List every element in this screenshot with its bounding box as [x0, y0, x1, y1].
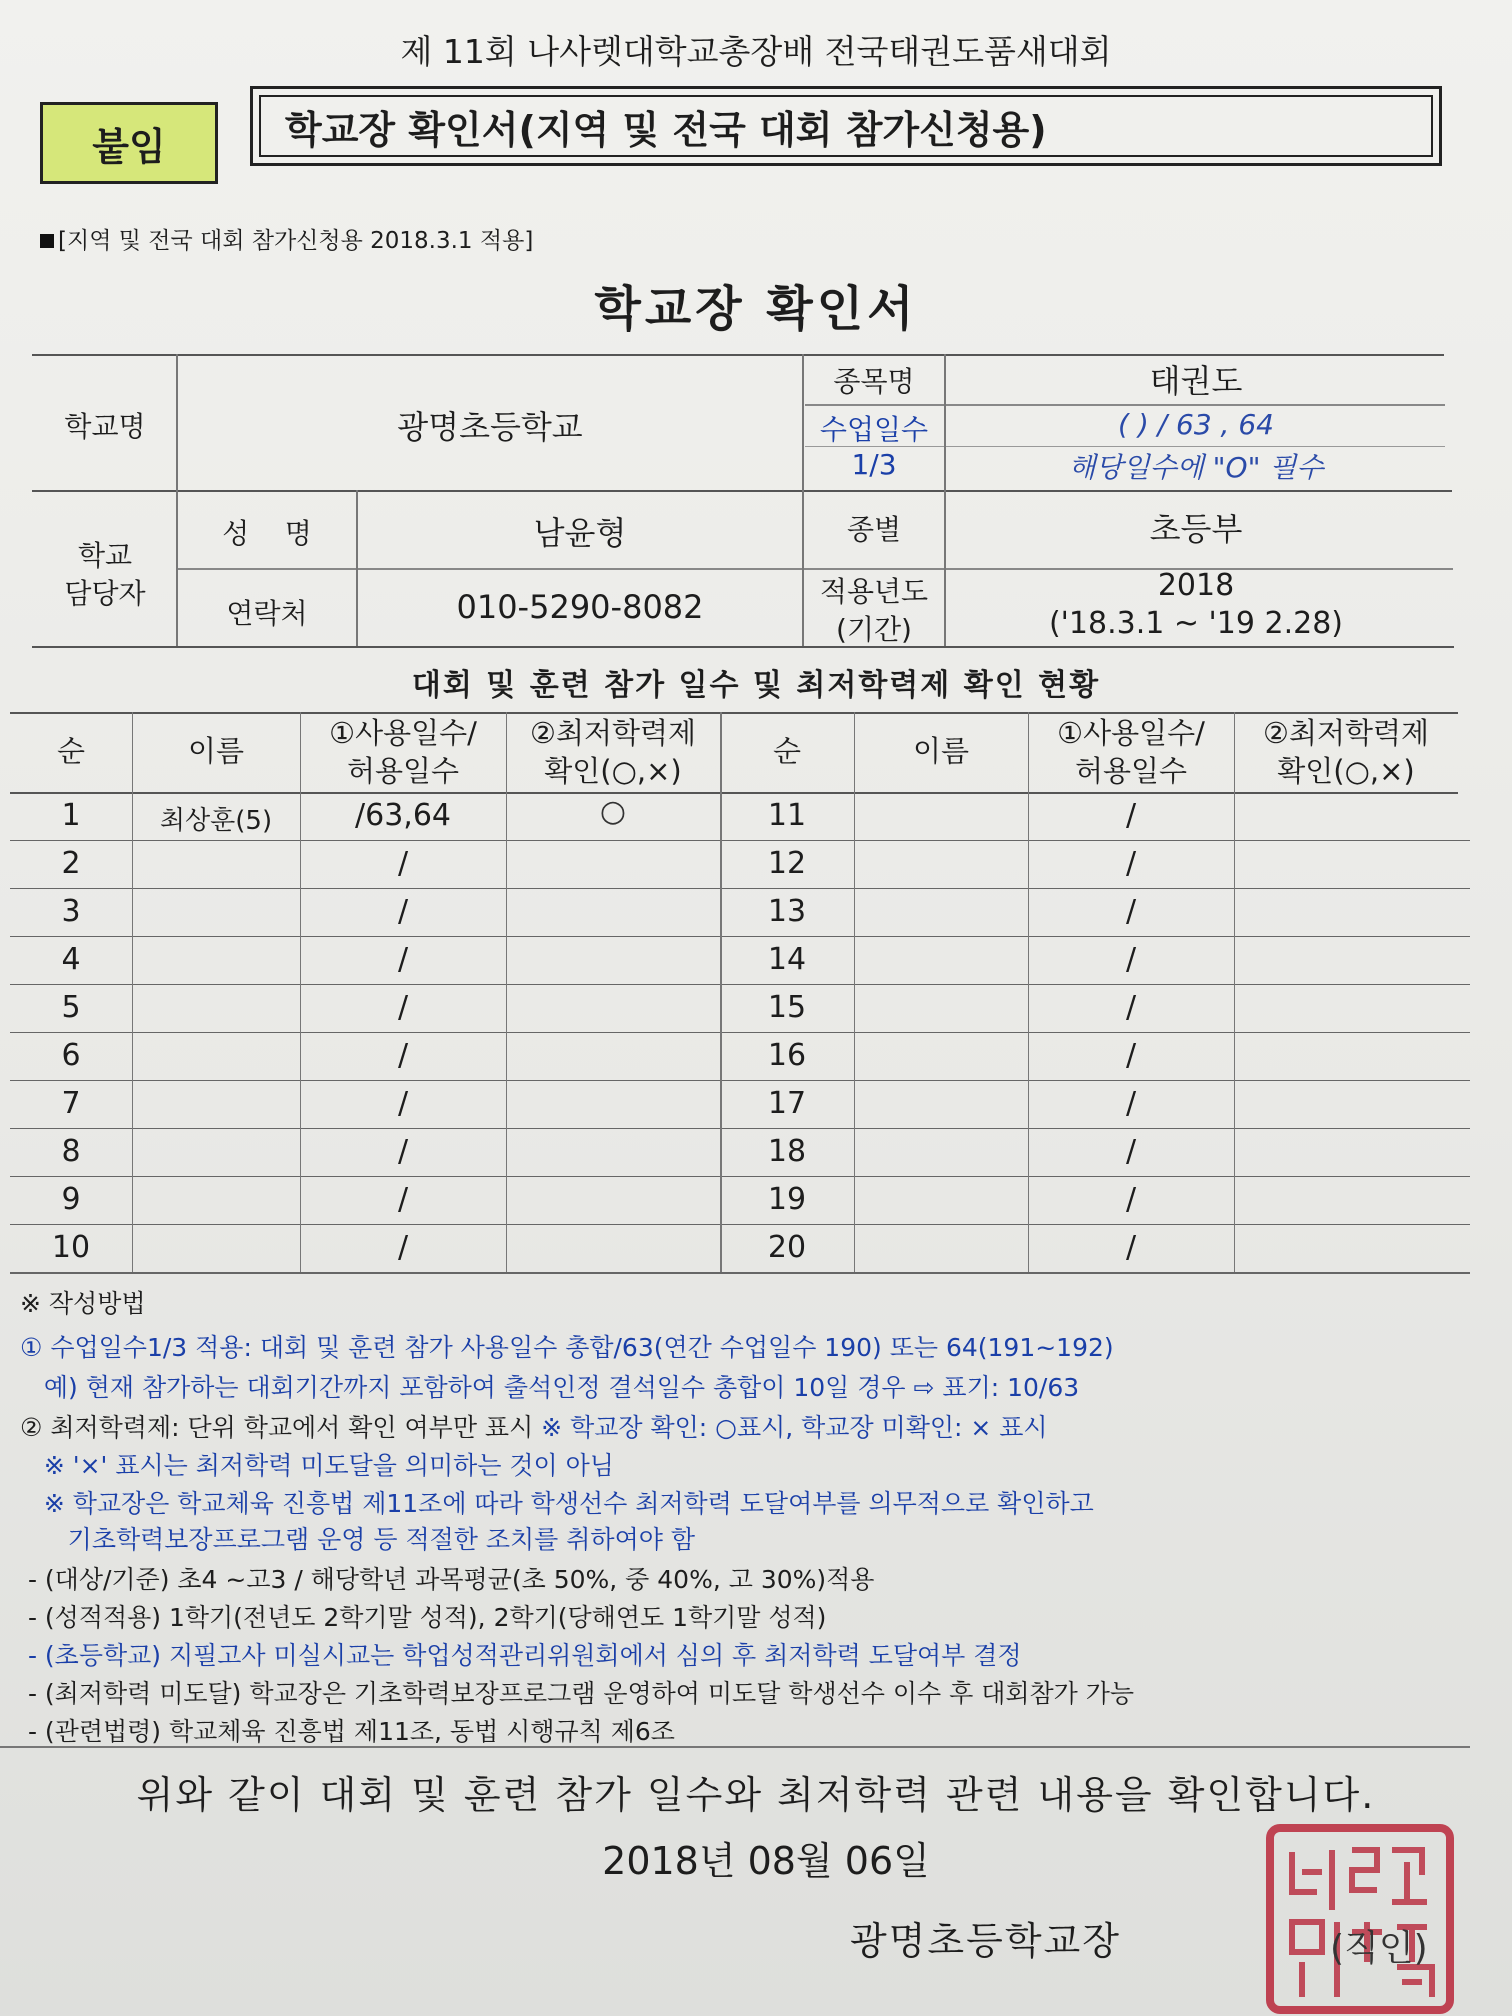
- notes-heading: ※ 작성방법: [20, 1289, 146, 1318]
- manager-label-2: 담당자: [64, 577, 146, 610]
- row-number: 12: [767, 846, 807, 881]
- year-label-2: (기간): [836, 613, 912, 646]
- header-check-1: ②최저학력제: [1262, 716, 1430, 750]
- table-col-line: [854, 712, 855, 1272]
- manager-label-1: 학교: [77, 539, 133, 572]
- event-title: 제 11회 나사렛대학교총장배 전국태권도품새대회: [400, 32, 1112, 71]
- table-row-divider: [10, 840, 1470, 841]
- row-number: 19: [767, 1182, 807, 1217]
- row-days: /: [1125, 846, 1137, 881]
- row-number: 7: [61, 1086, 81, 1121]
- form-title-box: [250, 86, 1442, 166]
- row-check: ○: [599, 794, 627, 829]
- name-value: 남윤형: [533, 514, 627, 552]
- applied-note: [40, 222, 533, 255]
- days-label-1: 수업일수: [819, 413, 929, 446]
- category-value: 초등부: [1149, 510, 1243, 548]
- contact-label: 연락처: [226, 597, 308, 630]
- table-col-line: [1234, 712, 1235, 1272]
- info-col-line: [176, 354, 178, 646]
- days-value-1: ( ) / 63 , 64: [1118, 408, 1274, 441]
- notes-divider: [0, 1746, 1470, 1748]
- row-days: /: [397, 1038, 409, 1073]
- school-value: 광명초등학교: [397, 408, 583, 446]
- note-line: [20, 1328, 1114, 1364]
- note-line: 기초학력보장프로그램 운영 등 적절한 조치를 취하여야 함: [20, 1525, 695, 1554]
- row-days: /: [1125, 1230, 1137, 1265]
- table-row-divider: [10, 936, 1470, 937]
- row-days: /: [397, 1134, 409, 1169]
- header-days-2: 허용일수: [1074, 754, 1188, 788]
- row-number: 11: [767, 798, 807, 833]
- header-check-1: ②최저학력제: [529, 716, 697, 750]
- applied-note-text: [지역 및 전국 대회 참가신청용 2018.3.1 적용]: [58, 228, 534, 254]
- issue-date: 2018년 08월 06일: [602, 1839, 930, 1883]
- sport-label: 종목명: [833, 365, 915, 398]
- row-number: 5: [61, 990, 81, 1025]
- table-header-divider: [10, 792, 1458, 794]
- table-row-divider: [10, 1176, 1470, 1177]
- row-days: /: [1125, 1134, 1137, 1169]
- table-row-divider: [10, 1224, 1470, 1225]
- note-text: ② 최저학력제: 단위 학교에서 확인 여부만 표시: [20, 1413, 542, 1442]
- note-line: - (대상/기준) 초4 ~고3 / 해당학년 과목평균(초 50%, 중 40%, 고 30%)적용: [20, 1565, 875, 1594]
- row-days: /: [397, 942, 409, 977]
- row-number: 3: [61, 894, 81, 929]
- signer-name: 광명초등학교장: [850, 1919, 1121, 1963]
- table-border-bottom: [10, 1272, 1470, 1274]
- row-number: 18: [767, 1134, 807, 1169]
- info-col-line: [802, 354, 804, 646]
- row-days: /: [397, 990, 409, 1025]
- row-days: /: [1125, 942, 1137, 977]
- school-label: 학교명: [64, 410, 146, 443]
- note-line: - (성적적용) 1학기(전년도 2학기말 성적), 2학기(당해연도 1학기말 성적): [20, 1603, 827, 1632]
- row-number: 2: [61, 846, 81, 881]
- row-days: /: [397, 1182, 409, 1217]
- row-number: 17: [767, 1086, 807, 1121]
- main-title: 학교장 확인서: [594, 281, 918, 337]
- row-days: /: [1125, 894, 1137, 929]
- row-days: /: [1125, 1086, 1137, 1121]
- row-days: /63,64: [355, 798, 451, 833]
- row-number: 6: [61, 1038, 81, 1073]
- note-text: ① 수업일수1/3 적용:: [20, 1333, 252, 1362]
- row-number: 9: [61, 1182, 81, 1217]
- table-row-divider: [10, 1032, 1470, 1033]
- info-divider: [32, 490, 1452, 492]
- square-bullet-icon: [40, 234, 54, 248]
- closing-statement: 위와 같이 대회 및 훈련 참가 일수와 최저학력 관련 내용을 확인합니다.: [136, 1773, 1376, 1817]
- info-col-line: [356, 490, 358, 646]
- row-number: 1: [61, 798, 81, 833]
- header-no: 순: [56, 734, 85, 768]
- section-title: 대회 및 훈련 참가 일수 및 최저학력제 확인 현황: [411, 668, 1101, 703]
- note-text: ※ 학교장 확인: ○표시, 학교장 미확인: × 표시: [541, 1413, 1048, 1442]
- header-days-2: 허용일수: [346, 754, 460, 788]
- row-days: /: [397, 1086, 409, 1121]
- row-number: 8: [61, 1134, 81, 1169]
- note-line: - (최저학력 미도달) 학교장은 기초학력보장프로그램 운영하여 미도달 학생선수 이수 후 대회참가 가능: [20, 1679, 1135, 1708]
- name-label: 성 명: [222, 517, 312, 550]
- row-days: /: [1125, 990, 1137, 1025]
- row-number: 16: [767, 1038, 807, 1073]
- row-days: /: [1125, 798, 1137, 833]
- row-days: /: [397, 1230, 409, 1265]
- row-days: /: [397, 846, 409, 881]
- row-number: 13: [767, 894, 807, 929]
- year-value-1: 2018: [1157, 568, 1235, 603]
- official-seal-icon: [1262, 1822, 1458, 2016]
- note-line: - (관련법령) 학교체육 진흥법 제11조, 동법 시행규칙 제6조: [20, 1717, 675, 1746]
- row-number: 10: [51, 1230, 91, 1265]
- header-days-1: ①사용일수/: [1057, 716, 1205, 750]
- row-days: /: [397, 894, 409, 929]
- info-border-bottom: [32, 646, 1454, 648]
- row-days: /: [1125, 1182, 1137, 1217]
- header-name: 이름: [912, 734, 970, 768]
- table-col-line: [132, 712, 133, 1272]
- seal-mark: (직인): [1330, 1928, 1428, 1969]
- attachment-tag: 붙임: [40, 102, 218, 184]
- header-check-2: 확인(○,×): [544, 754, 682, 788]
- row-number: 4: [61, 942, 81, 977]
- row-name: 최상훈(5): [159, 806, 273, 836]
- days-value-2: 해당일수에 "O" 필수: [1068, 451, 1324, 484]
- note-line: - (초등학교) 지필고사 미실시교는 학업성적관리위원회에서 심의 후 최저학력 도달여부 결정: [20, 1641, 1022, 1670]
- row-number: 20: [767, 1230, 807, 1265]
- note-line: 예) 현재 참가하는 대회기간까지 포함하여 출석인정 결석일수 총합이 10일 경우 ⇨ 표기: 10/63: [20, 1373, 1080, 1402]
- header-no: 순: [772, 734, 801, 768]
- form-title: 학교장 확인서(지역 및 전국 대회 참가신청용): [259, 95, 1433, 157]
- row-number: 15: [767, 990, 807, 1025]
- header-check-2: 확인(○,×): [1277, 754, 1415, 788]
- row-number: 14: [767, 942, 807, 977]
- note-line: [20, 1408, 1048, 1444]
- row-days: /: [1125, 1038, 1137, 1073]
- info-divider: [805, 404, 1445, 406]
- table-row-divider: [10, 888, 1470, 889]
- table-row-divider: [10, 984, 1470, 985]
- sport-value: 태권도: [1149, 362, 1243, 400]
- note-text: 대회 및 훈련 참가 사용일수 총합/63(연간 수업일수 190) 또는 64(191~192): [251, 1333, 1114, 1362]
- category-label: 종별: [846, 513, 902, 546]
- note-line: ※ 학교장은 학교체육 진흥법 제11조에 따라 학생선수 최저학력 도달여부를 의무적으로 확인하고: [20, 1489, 1094, 1518]
- contact-value: 010-5290-8082: [456, 588, 704, 626]
- header-name: 이름: [187, 734, 245, 768]
- year-value-2: ('18.3.1 ~ '19 2.28): [1048, 606, 1344, 641]
- year-label-1: 적용년도: [819, 575, 929, 608]
- days-label-2: 1/3: [851, 448, 897, 481]
- note-line: ※ '×' 표시는 최저학력 미도달을 의미하는 것이 아님: [20, 1451, 614, 1480]
- table-row-divider: [10, 1080, 1470, 1081]
- header-days-1: ①사용일수/: [329, 716, 477, 750]
- table-row-divider: [10, 1128, 1470, 1129]
